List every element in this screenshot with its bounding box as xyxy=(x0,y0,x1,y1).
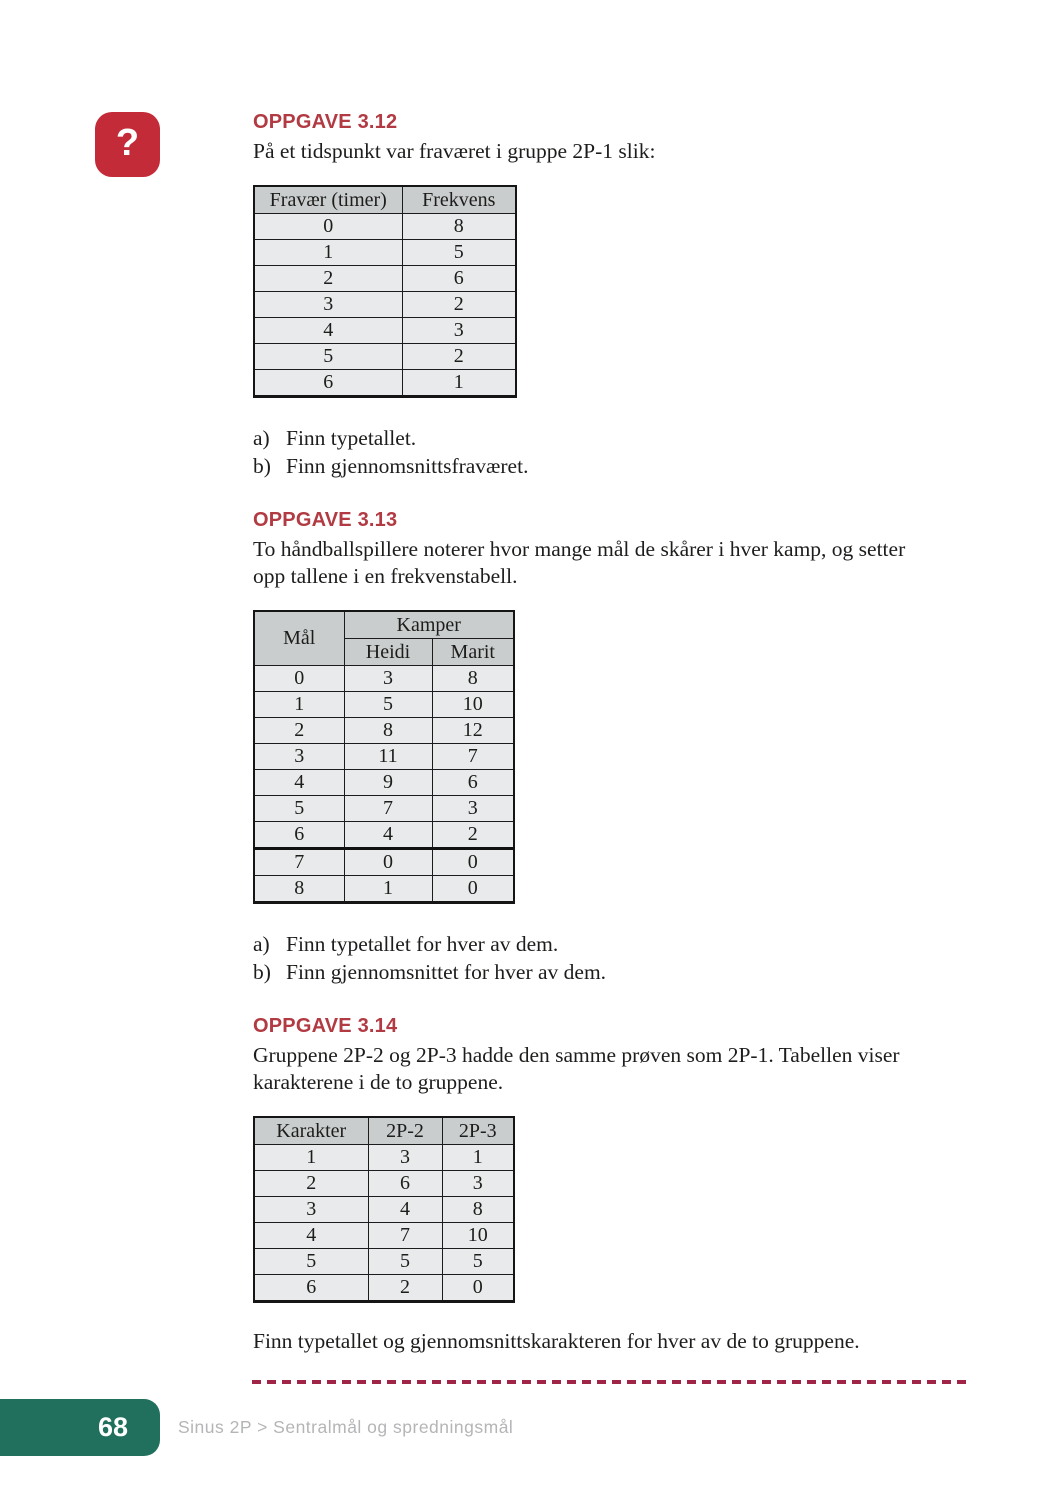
task-item-a xyxy=(253,930,965,958)
intro-text-line: opp tallene i en frekvenstabell. xyxy=(253,564,518,588)
item-text: Finn gjennomsnittsfraværet. xyxy=(286,454,529,478)
table-row xyxy=(254,214,516,240)
column-header: Heidi xyxy=(344,639,432,666)
question-icon xyxy=(95,112,160,177)
table-header-row xyxy=(254,186,516,214)
task-item-b xyxy=(253,452,965,480)
table-header-row xyxy=(254,611,514,639)
table-row xyxy=(254,666,514,692)
item-label: a) xyxy=(253,426,270,450)
table-cell: 5 xyxy=(344,692,432,718)
table-cell: 2 xyxy=(254,718,344,744)
table-row xyxy=(254,344,516,370)
task-intro xyxy=(253,536,965,590)
task-item-b xyxy=(253,958,965,986)
task-intro xyxy=(253,138,965,165)
task-heading: OPPGAVE 3.12 xyxy=(253,111,398,133)
table-row xyxy=(254,292,516,318)
column-header: Frekvens xyxy=(402,186,516,214)
table-cell: 3 xyxy=(254,744,344,770)
table-row xyxy=(254,876,514,903)
page-content xyxy=(253,110,965,1355)
table-cell: 0 xyxy=(432,876,514,903)
handball-goals-table xyxy=(253,610,515,904)
question-icon-glyph: ? xyxy=(115,121,140,164)
table-cell: 5 xyxy=(368,1249,442,1275)
table-cell: 3 xyxy=(344,666,432,692)
table-cell: 2 xyxy=(432,822,514,849)
table-cell: 1 xyxy=(254,1145,368,1171)
task-item-list xyxy=(253,424,965,480)
column-header: 2P-2 xyxy=(368,1117,442,1145)
grades-table xyxy=(253,1116,515,1303)
table-cell: 8 xyxy=(442,1197,514,1223)
table-row xyxy=(254,266,516,292)
table-row xyxy=(254,1197,514,1223)
table-row xyxy=(254,744,514,770)
table-cell: 12 xyxy=(432,718,514,744)
table-cell: 3 xyxy=(402,318,516,344)
task-3-12 xyxy=(253,110,965,480)
table-row xyxy=(254,240,516,266)
column-header: Fravær (timer) xyxy=(254,186,402,214)
table-cell: 1 xyxy=(402,370,516,397)
table-cell: 3 xyxy=(432,796,514,822)
table-cell: 8 xyxy=(402,214,516,240)
table-cell: 1 xyxy=(344,876,432,903)
table-row xyxy=(254,1249,514,1275)
table-cell: 6 xyxy=(254,370,402,397)
table-row xyxy=(254,822,514,849)
table-cell: 10 xyxy=(442,1223,514,1249)
column-group-header: Kamper xyxy=(344,611,514,639)
table-cell: 2 xyxy=(402,344,516,370)
item-label: b) xyxy=(253,960,271,984)
table-cell: 2 xyxy=(368,1275,442,1302)
table-cell: 2 xyxy=(254,1171,368,1197)
table-cell: 4 xyxy=(368,1197,442,1223)
column-header: 2P-3 xyxy=(442,1117,514,1145)
table-header-row xyxy=(254,1117,514,1145)
intro-text-line: Gruppene 2P-2 og 2P-3 hadde den samme prøven som 2P-1. Tabellen viser xyxy=(253,1043,900,1067)
table-cell: 0 xyxy=(432,849,514,876)
table-cell: 6 xyxy=(402,266,516,292)
dashed-separator xyxy=(252,1380,968,1384)
table-cell: 3 xyxy=(442,1171,514,1197)
table-cell: 6 xyxy=(432,770,514,796)
column-header: Mål xyxy=(254,611,344,666)
table-cell: 2 xyxy=(254,266,402,292)
task-heading: OPPGAVE 3.14 xyxy=(253,1015,398,1037)
absence-frequency-table xyxy=(253,185,517,398)
table-cell: 5 xyxy=(254,796,344,822)
intro-text-line: På et tidspunkt var fraværet i gruppe 2P-1 slik: xyxy=(253,139,656,163)
table-cell: 8 xyxy=(254,876,344,903)
table-cell: 0 xyxy=(254,666,344,692)
intro-text-line: To håndballspillere noterer hvor mange mål de skårer i hver kamp, og setter xyxy=(253,537,906,561)
table-cell: 8 xyxy=(344,718,432,744)
table-row xyxy=(254,1171,514,1197)
table-cell: 6 xyxy=(368,1171,442,1197)
table-row xyxy=(254,692,514,718)
table-cell: 4 xyxy=(254,318,402,344)
table-cell: 7 xyxy=(432,744,514,770)
table-cell: 2 xyxy=(402,292,516,318)
task-item-list xyxy=(253,930,965,986)
table-cell: 6 xyxy=(254,822,344,849)
table-row xyxy=(254,796,514,822)
table-cell: 0 xyxy=(344,849,432,876)
table-cell: 5 xyxy=(254,1249,368,1275)
column-header: Karakter xyxy=(254,1117,368,1145)
breadcrumb: Sinus 2P > Sentralmål og spredningsmål xyxy=(178,1417,514,1437)
table-row xyxy=(254,1223,514,1249)
table-cell: 7 xyxy=(254,849,344,876)
table-cell: 5 xyxy=(402,240,516,266)
table-row xyxy=(254,770,514,796)
table-row xyxy=(254,718,514,744)
table-cell: 4 xyxy=(254,1223,368,1249)
closing-instruction: Finn typetallet og gjennomsnittskarakteren for hver av de to gruppene. xyxy=(253,1329,860,1353)
table-cell: 0 xyxy=(254,214,402,240)
table-row xyxy=(254,1275,514,1302)
table-row xyxy=(254,370,516,397)
intro-text-line: karakterene i de to gruppene. xyxy=(253,1070,504,1094)
page-number-badge xyxy=(0,1399,160,1456)
table-cell: 1 xyxy=(442,1145,514,1171)
table-cell: 3 xyxy=(368,1145,442,1171)
page-number: 68 xyxy=(97,1412,128,1442)
task-3-14 xyxy=(253,1014,965,1355)
column-header: Marit xyxy=(432,639,514,666)
item-label: a) xyxy=(253,932,270,956)
table-cell: 11 xyxy=(344,744,432,770)
table-cell: 0 xyxy=(442,1275,514,1302)
table-cell: 8 xyxy=(432,666,514,692)
table-cell: 5 xyxy=(254,344,402,370)
table-cell: 1 xyxy=(254,692,344,718)
item-text: Finn typetallet. xyxy=(286,426,417,450)
table-row xyxy=(254,318,516,344)
item-label: b) xyxy=(253,454,271,478)
table-cell: 7 xyxy=(344,796,432,822)
table-cell: 3 xyxy=(254,1197,368,1223)
task-heading: OPPGAVE 3.13 xyxy=(253,509,398,531)
table-cell: 4 xyxy=(344,822,432,849)
table-cell: 9 xyxy=(344,770,432,796)
item-text: Finn gjennomsnittet for hver av dem. xyxy=(286,960,607,984)
table-cell: 4 xyxy=(254,770,344,796)
table-cell: 10 xyxy=(432,692,514,718)
table-cell: 6 xyxy=(254,1275,368,1302)
item-text: Finn typetallet for hver av dem. xyxy=(286,932,559,956)
table-cell: 1 xyxy=(254,240,402,266)
task-intro xyxy=(253,1042,965,1096)
table-cell: 7 xyxy=(368,1223,442,1249)
task-3-13 xyxy=(253,508,965,986)
table-cell: 5 xyxy=(442,1249,514,1275)
table-row xyxy=(254,849,514,876)
table-cell: 3 xyxy=(254,292,402,318)
table-row xyxy=(254,1145,514,1171)
task-item-a xyxy=(253,424,965,452)
